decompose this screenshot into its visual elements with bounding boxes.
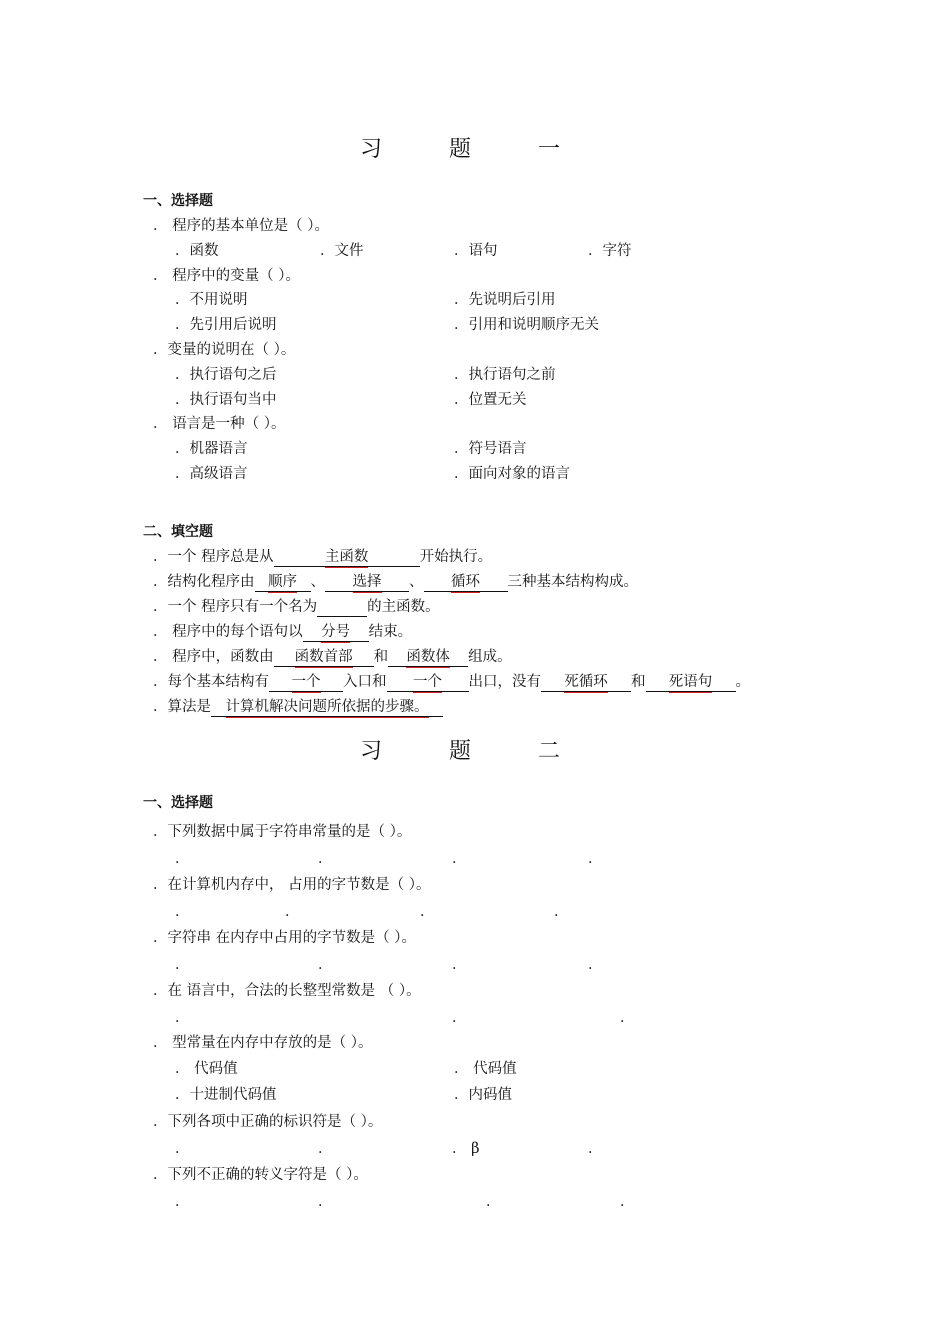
question-2-option-a: ．不用说明 (175, 292, 248, 308)
fill-6-text-mid-3: 和 (631, 674, 646, 690)
question-2-option-d: ．引用和说明顺序无关 (454, 317, 599, 333)
ex2-question-5-option-c: ．十进制代码值 (175, 1087, 277, 1103)
fill-4 (153, 623, 412, 642)
ex2-question-4-stem: ．在 语言中，合法的长整型常数是 （ ）。 (153, 983, 421, 999)
ex2-question-1-option-a: ． (175, 851, 190, 867)
ex2-question-3-stem: ．字符串 在内存中占用的字节数是（ ）。 (153, 930, 416, 946)
fill-1-text-end: 开始执行。 (419, 549, 493, 565)
fill-7 (153, 698, 443, 717)
fill-2-text-end: 三种基本结构构成。 (507, 574, 638, 590)
fill-4-text: ． 程序中的每个语句以 (153, 624, 303, 640)
ex2-question-2-option-c: ． (420, 904, 435, 920)
fill-6-answer-2: 一个 (413, 674, 442, 690)
fill-2-answer-1: 顺序 (268, 574, 297, 590)
question-3-option-c: ．执行语句当中 (175, 392, 277, 408)
fill-7-text: ．算法是 (153, 699, 211, 715)
ex2-question-7-option-d: ． (620, 1194, 635, 1210)
question-1-option-d: ．字符 (588, 243, 632, 259)
ex2-question-5-option-a: ． 代码值 (175, 1061, 238, 1077)
fill-4-text-end: 结束。 (368, 624, 413, 640)
fill-6-text: ．每个基本结构有 (153, 674, 269, 690)
question-3-option-b: ．执行语句之前 (454, 367, 556, 383)
fill-2-answer-2: 选择 (352, 574, 382, 590)
fill-3-blank (317, 598, 367, 617)
ex2-question-3-option-a: ． (175, 957, 190, 973)
fill-heading: 二、填空题 (143, 524, 213, 540)
ex2-question-6-option-a: ． (175, 1141, 190, 1157)
ex2-question-1-stem: ．下列数据中属于字符串常量的是（ ）。 (153, 824, 412, 840)
question-4-option-d: ．面向对象的语言 (454, 466, 570, 482)
ex2-question-1-option-b: ． (318, 851, 333, 867)
fill-5-text-mid: 和 (373, 649, 389, 665)
choice-heading-1: 一、选择题 (143, 193, 213, 209)
fill-6-text-end: 。 (735, 674, 750, 690)
fill-7-blank (211, 698, 443, 717)
question-4-option-b: ．符号语言 (454, 441, 527, 457)
question-1-option-a: ．函数 (175, 243, 219, 259)
ex2-question-2-option-a: ． (175, 904, 190, 920)
question-4-option-a: ．机器语言 (175, 441, 248, 457)
fill-6-blank-4 (646, 673, 736, 692)
fill-4-answer: 分号 (321, 624, 351, 640)
fill-2 (153, 573, 638, 592)
fill-4-blank (303, 623, 369, 642)
question-3-stem: ．变量的说明在（ ）。 (153, 342, 296, 358)
fill-6-text-mid-1: 入口和 (343, 674, 387, 690)
ex2-question-6-stem: ．下列各项中正确的标识符是（ ）。 (153, 1114, 383, 1130)
fill-5-text-end: 组成。 (468, 649, 512, 665)
question-1-option-b: ．文件 (320, 243, 364, 259)
question-1-stem: ． 程序的基本单位是（ ）。 (153, 218, 329, 234)
ex2-question-1-option-d: ． (588, 851, 603, 867)
question-2-stem: ． 程序中的变量（ ）。 (153, 268, 300, 284)
fill-2-sep-2: 、 (409, 574, 424, 590)
fill-2-blank-3 (424, 573, 508, 592)
exercise-two-title: 习 题 二 (360, 739, 590, 764)
ex2-question-5-option-d: ．内码值 (454, 1087, 512, 1103)
fill-5-text: ． 程序中，函数由 (153, 649, 274, 665)
exercise-one-title: 习 题 一 (360, 137, 590, 162)
fill-2-answer-3: 循环 (451, 574, 480, 590)
fill-2-text: ．结构化程序由 (153, 574, 255, 590)
ex2-question-2-stem: ．在计算机内存中， 占用的字节数是（ ）。 (153, 877, 431, 893)
fill-1-text: ．一个 程序总是从 (153, 549, 274, 565)
fill-1 (153, 548, 492, 567)
fill-5-answer-1: 函数首部 (294, 649, 353, 665)
question-3-option-a: ．执行语句之后 (175, 367, 277, 383)
ex2-question-3-option-b: ． (318, 957, 333, 973)
question-4-stem: ． 语言是一种（ ）。 (153, 416, 286, 432)
fill-6-answer-1: 一个 (291, 674, 321, 690)
question-2-option-c: ．先引用后说明 (175, 317, 277, 333)
ex2-question-7-option-c: ． (486, 1194, 501, 1210)
fill-2-sep-1: 、 (310, 574, 325, 590)
fill-3-text: ．一个 程序只有一个名为 (153, 599, 318, 615)
fill-3 (153, 598, 440, 617)
ex2-question-7-stem: ．下列不正确的转义字符是（ ）。 (153, 1167, 368, 1183)
fill-6-blank-3 (541, 673, 631, 692)
fill-2-blank-2 (325, 573, 409, 592)
fill-6-blank-1 (269, 673, 343, 692)
ex2-question-4-option-a: ． (175, 1010, 190, 1026)
question-1-option-c: ．语句 (454, 243, 498, 259)
fill-6 (153, 673, 750, 692)
ex2-question-7-option-b: ． (318, 1194, 333, 1210)
choice-heading-2: 一、选择题 (143, 795, 213, 811)
fill-5-blank-2 (388, 648, 468, 667)
ex2-question-6-option-c: ． β (452, 1141, 480, 1157)
question-3-option-d: ．位置无关 (454, 392, 527, 408)
fill-3-text-end: 的主函数。 (367, 599, 440, 615)
ex2-question-3-option-c: ． (452, 957, 467, 973)
ex2-question-6-option-d: ． (588, 1141, 603, 1157)
fill-7-answer: 计算机解决问题所依据的步骤。 (225, 699, 429, 715)
fill-1-blank (274, 548, 420, 567)
ex2-question-7-option-a: ． (175, 1194, 190, 1210)
fill-2-blank-1 (255, 573, 311, 592)
ex2-question-4-option-c: ． (620, 1010, 635, 1026)
question-4-option-c: ．高级语言 (175, 466, 248, 482)
fill-1-answer: 主函数 (324, 549, 369, 565)
fill-6-text-mid-2: 出口，没有 (468, 674, 541, 690)
ex2-question-4-option-b: ． (452, 1010, 467, 1026)
fill-6-answer-3: 死循环 (564, 674, 608, 690)
ex2-question-1-option-c: ． (452, 851, 467, 867)
ex2-question-5-stem: ． 型常量在内存中存放的是（ ）。 (153, 1035, 373, 1051)
ex2-question-2-option-d: ． (554, 904, 569, 920)
fill-5-blank-1 (274, 648, 374, 667)
ex2-question-3-option-d: ． (588, 957, 603, 973)
ex2-question-2-option-b: ． (285, 904, 300, 920)
fill-5 (153, 648, 512, 667)
fill-5-answer-2: 函数体 (406, 649, 450, 665)
fill-6-answer-4: 死语句 (668, 674, 713, 690)
question-2-option-b: ．先说明后引用 (454, 292, 556, 308)
ex2-question-6-option-b: ． (318, 1141, 333, 1157)
ex2-question-5-option-b: ． 代码值 (454, 1061, 517, 1077)
fill-6-blank-2 (387, 673, 469, 692)
